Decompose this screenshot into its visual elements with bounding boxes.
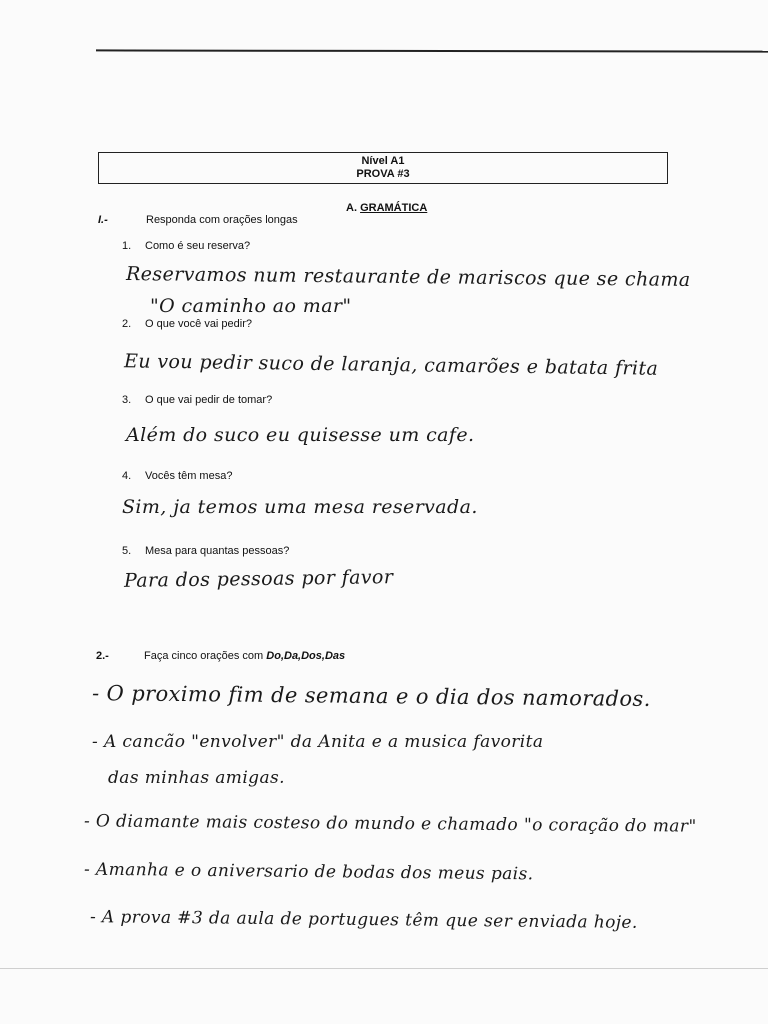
section-prefix: A. bbox=[346, 202, 361, 214]
part2-number: 2.- bbox=[96, 650, 109, 662]
part1-instruction: Responda com orações longas bbox=[146, 214, 298, 226]
handwritten-sentence: - O proximo fim de semana e o dia dos namorados. bbox=[91, 681, 651, 711]
question-text: O que você vai pedir? bbox=[145, 318, 253, 330]
handwritten-answer-continued: "O caminho ao mar" bbox=[150, 295, 352, 317]
handwritten-answer: Sim, ja temos uma mesa reservada. bbox=[122, 496, 478, 518]
question-text: O que vai pedir de tomar? bbox=[145, 394, 273, 406]
part2-instruction-keywords: Do,Da,Dos,Das bbox=[266, 650, 346, 662]
question-text: Mesa para quantas pessoas? bbox=[145, 545, 290, 557]
question-number: 5. bbox=[122, 545, 132, 557]
handwritten-sentence: - O diamante mais costeso do mundo e chamado "o coração do mar" bbox=[83, 811, 697, 837]
handwritten-sentence: - A prova #3 da aula de portugues têm que ser enviada hoje. bbox=[89, 907, 638, 933]
handwritten-answer: Além do suco eu quisesse um cafe. bbox=[126, 424, 475, 446]
handwritten-answer: Reservamos num restaurante de mariscos que se chama bbox=[125, 263, 691, 291]
question-number: 4. bbox=[122, 470, 132, 482]
handwritten-answer: Eu vou pedir suco de laranja, camarões e batata frita bbox=[123, 350, 659, 380]
part2-instruction bbox=[144, 650, 345, 662]
question-text: Vocês têm mesa? bbox=[145, 470, 233, 482]
bottom-edge bbox=[0, 968, 768, 969]
section-title bbox=[346, 202, 427, 214]
part1-number: I.- bbox=[98, 214, 108, 226]
top-rule bbox=[96, 49, 768, 52]
handwritten-sentence: - Amanha e o aniversario de bodas dos meus pais. bbox=[83, 859, 534, 885]
level-label: Nível A1 bbox=[361, 155, 405, 167]
question-text: Como é seu reserva? bbox=[145, 240, 251, 252]
handwritten-sentence: - A cancão "envolver" da Anita e a musica favorita bbox=[92, 732, 544, 752]
question-number: 2. bbox=[122, 318, 132, 330]
question-number: 1. bbox=[122, 240, 132, 252]
part2-instruction-text: Faça cinco orações com bbox=[144, 650, 267, 662]
question-number: 3. bbox=[122, 394, 132, 406]
exam-header-box bbox=[98, 152, 668, 184]
handwritten-answer: Para dos pessoas por favor bbox=[123, 566, 394, 592]
section-name: GRAMÁTICA bbox=[360, 202, 428, 214]
exam-label: PROVA #3 bbox=[356, 168, 410, 180]
handwritten-sentence-continued: das minhas amigas. bbox=[108, 768, 285, 788]
